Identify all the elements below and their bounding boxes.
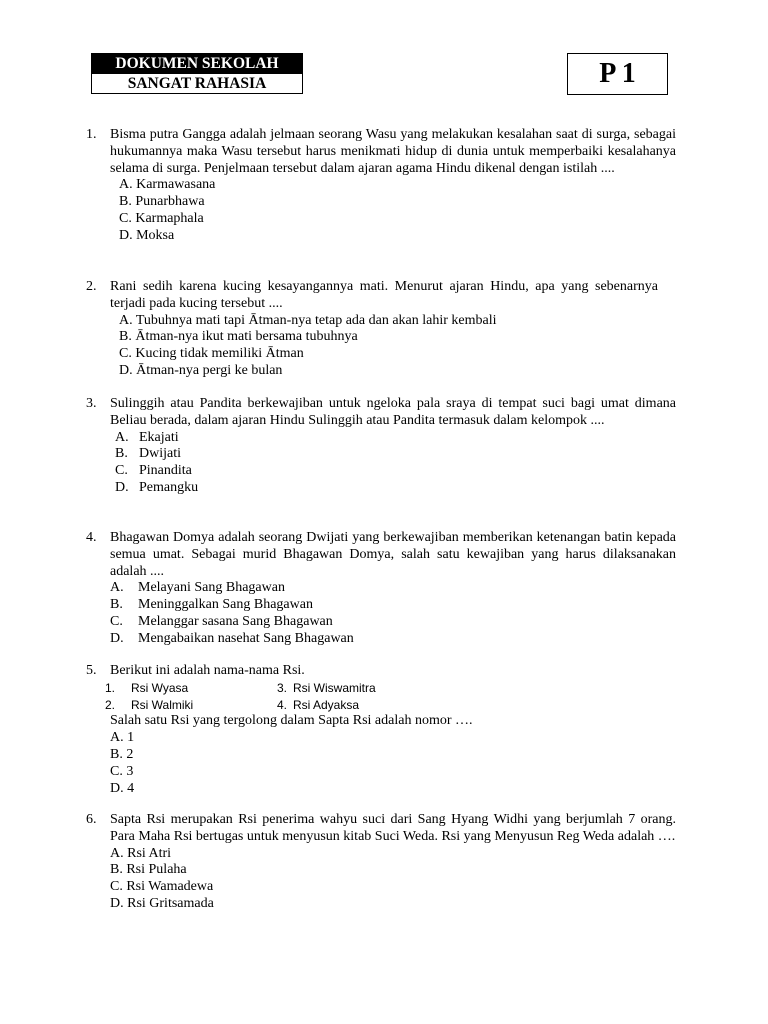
option-c: C. Melanggar sasana Sang Bhagawan [110, 613, 333, 629]
option-c: C. Karmaphala [119, 210, 204, 226]
option-a: A. Karmawasana [119, 177, 216, 193]
question-text: Rani sedih karena kucing kesayangannya mati. Menurut ajaran Hindu, apa yang sebenarnya terjadi pada kucing tersebut .... [110, 279, 658, 311]
question-prompt: Salah satu Rsi yang tergolong dalam Sapta Rsi adalah nomor …. [110, 713, 473, 729]
question-text: Sulinggih atau Pandita berkewajiban untuk ngeloka pala sraya di tempat suci bagi umat dimana Beliau berada, dalam ajaran Hindu Sulinggih atau Pandita termasuk dalam kelompok .... [110, 396, 676, 428]
question-5 [86, 663, 678, 797]
option-c: C. 3 [110, 763, 134, 779]
document-header-box [91, 53, 303, 94]
question-number: 1. [86, 127, 97, 142]
option-d: D. Rsi Gritsamada [110, 895, 214, 911]
option-b: B. 2 [110, 746, 134, 762]
option-a: A. Tubuhnya mati tapi Ātman-nya tetap ada dan akan lahir kembali [119, 312, 497, 328]
question-6 [86, 812, 678, 913]
question-number: 5. [86, 663, 97, 678]
header-line-school-document: DOKUMEN SEKOLAH [92, 54, 302, 74]
option-c: C. Rsi Wamadewa [110, 879, 214, 895]
option-d: D. Pemangku [115, 479, 199, 495]
option-d: D. Moksa [119, 227, 175, 243]
question-1 [86, 127, 678, 245]
option-a: A. Melayani Sang Bhagawan [110, 580, 285, 596]
question-number: 2. [86, 279, 97, 294]
option-c: C. Pinandita [115, 463, 192, 479]
question-number: 6. [86, 812, 97, 827]
question-text: Sapta Rsi merupakan Rsi penerima wahyu suci dari Sang Hyang Widhi yang berjumlah 7 orang. Para Maha Rsi bertugas untuk menyusun kitab Suci Weda. Rsi yang Menyusun Reg Weda adalah …. [110, 812, 676, 844]
option-d: D. 4 [110, 780, 135, 796]
list-item: 2. Rsi Walmiki [105, 697, 194, 712]
option-d: D. Ātman-nya pergi ke bulan [119, 362, 283, 378]
option-a: A. Rsi Atri [110, 845, 172, 861]
option-b: B. Punarbhawa [119, 194, 205, 210]
option-b: B. Rsi Pulaha [110, 862, 187, 878]
list-item: 4. Rsi Adyaksa [277, 697, 360, 712]
question-2 [86, 279, 678, 380]
option-b: B. Dwijati [115, 446, 181, 462]
option-a: A. 1 [110, 730, 135, 746]
option-c: C. Kucing tidak memiliki Ātman [119, 346, 304, 362]
question-3 [86, 396, 678, 497]
question-number: 3. [86, 396, 97, 411]
question-4 [86, 530, 678, 648]
rsi-name-list [105, 680, 678, 714]
option-b: B. Ātman-nya ikut mati bersama tubuhnya [119, 329, 358, 345]
question-text: Bisma putra Gangga adalah jelmaan seorang Wasu yang melakukan kesalahan saat di surga, sebagai hukumannya maka Wasu tersebut harus menikmati hidup di dunia untuk memperbaiki kesalahanya selama di surga. Penjelmaan tersebut dalam ajaran agama Hindu dikenal dengan istilah .... [110, 127, 676, 176]
header-line-confidential: SANGAT RAHASIA [127, 75, 267, 92]
question-text: Bhagawan Domya adalah seorang Dwijati yang berkewajiban memberikan ketenangan batin kepada semua umat. Sebagai murid Bhagawan Domya, salah satu kewajiban yang harus dilaksanakan adalah .... [110, 530, 676, 579]
option-b: B. Meninggalkan Sang Bhagawan [110, 597, 313, 613]
package-code-box: P 1 [567, 53, 668, 95]
option-a: A. Ekajati [115, 429, 179, 445]
option-d: D. Mengabaikan nasehat Sang Bhagawan [110, 630, 354, 646]
question-text: Berikut ini adalah nama-nama Rsi. [110, 663, 305, 678]
list-item: 1. Rsi Wyasa [105, 680, 189, 695]
question-number: 4. [86, 530, 97, 545]
list-item: 3. Rsi Wiswamitra [277, 680, 376, 695]
